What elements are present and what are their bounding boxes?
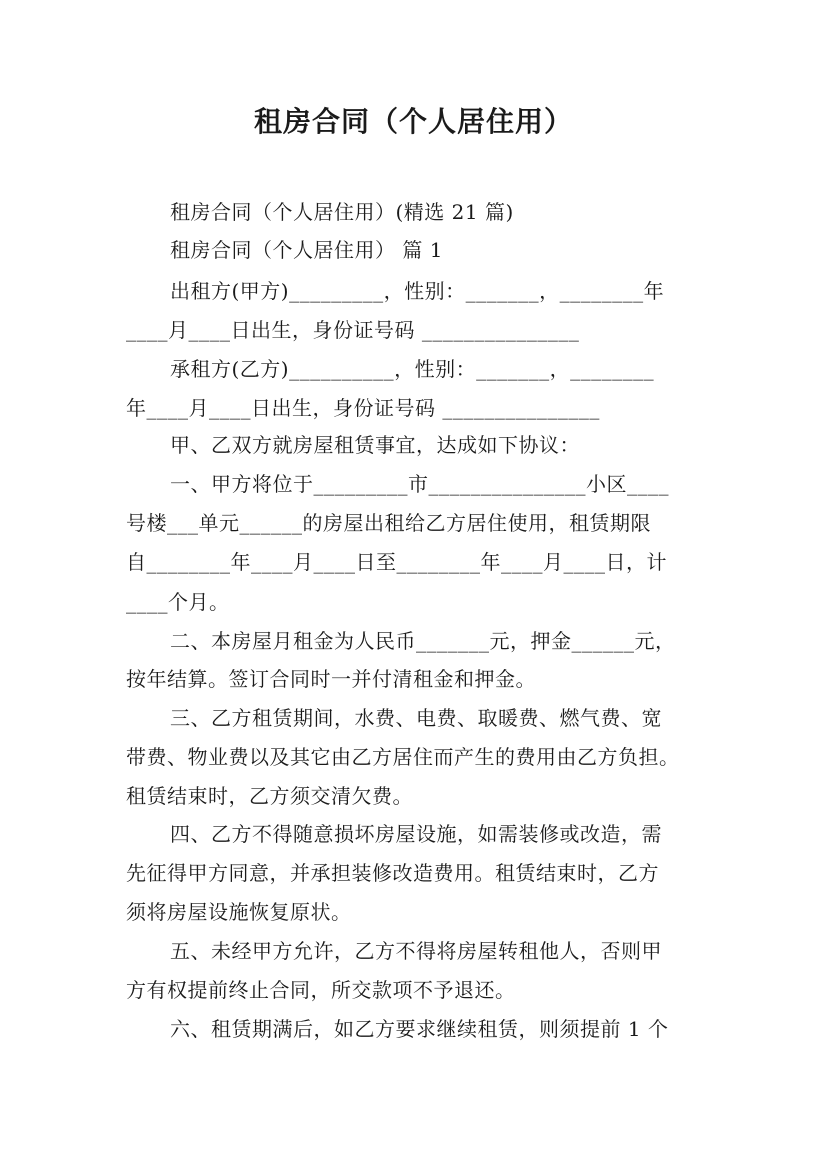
clause-4-line-1: 四、乙方不得随意损坏房屋设施，如需装修或改造，需 [170,822,662,846]
section-heading: 租房合同（个人居住用） 篇 1 [170,238,443,262]
clause-4-line-3: 须将房屋设施恢复原状。 [126,900,352,924]
clause-1-line-1: 一、甲方将位于_________市_______________小区____ [170,472,669,496]
clause-5-line-1: 五、未经甲方允许，乙方不得将房屋转租他人，否则甲 [170,939,662,963]
clause-3-line-2: 带费、物业费以及其它由乙方居住而产生的费用由乙方负担。 [126,745,680,769]
party-a-birth-line: ____月____日出生，身份证号码 _______________ [126,318,580,342]
clause-4-line-2: 先征得甲方同意，并承担装修改造费用。租赁结束时，乙方 [126,861,659,885]
party-a-line: 出租方(甲方)_________，性别：_______，________年 [170,279,665,303]
party-b-line: 承租方(乙方)__________，性别：_______，________ [170,357,655,381]
clause-2-line-1: 二、本房屋月租金为人民币_______元，押金______元， [170,629,676,653]
clause-6-line-1: 六、租赁期满后，如乙方要求继续租赁，则须提前 1 个 [170,1017,669,1041]
subtitle-line: 租房合同（个人居住用）(精选 21 篇) [170,200,514,224]
clause-1-line-4: ____个月。 [126,590,230,614]
document-title: 租房合同（个人居住用） [253,105,573,138]
clause-2-line-2: 按年结算。签订合同时一并付清租金和押金。 [126,667,536,691]
clause-3-line-3: 租赁结束时，乙方须交清欠费。 [126,784,413,808]
agreement-intro: 甲、乙双方就房屋租赁事宜，达成如下协议： [170,433,580,457]
clause-1-line-2: 号楼___单元______的房屋出租给乙方居住使用，租赁期限 [126,511,651,535]
party-b-birth-line: 年____月____日出生，身份证号码 _______________ [126,396,600,420]
clause-5-line-2: 方有权提前终止合同，所交款项不予退还。 [126,978,516,1002]
clause-1-line-3: 自________年____月____日至________年____月____日，计 [126,550,667,574]
clause-3-line-1: 三、乙方租赁期间，水费、电费、取暖费、燃气费、宽 [170,706,662,730]
